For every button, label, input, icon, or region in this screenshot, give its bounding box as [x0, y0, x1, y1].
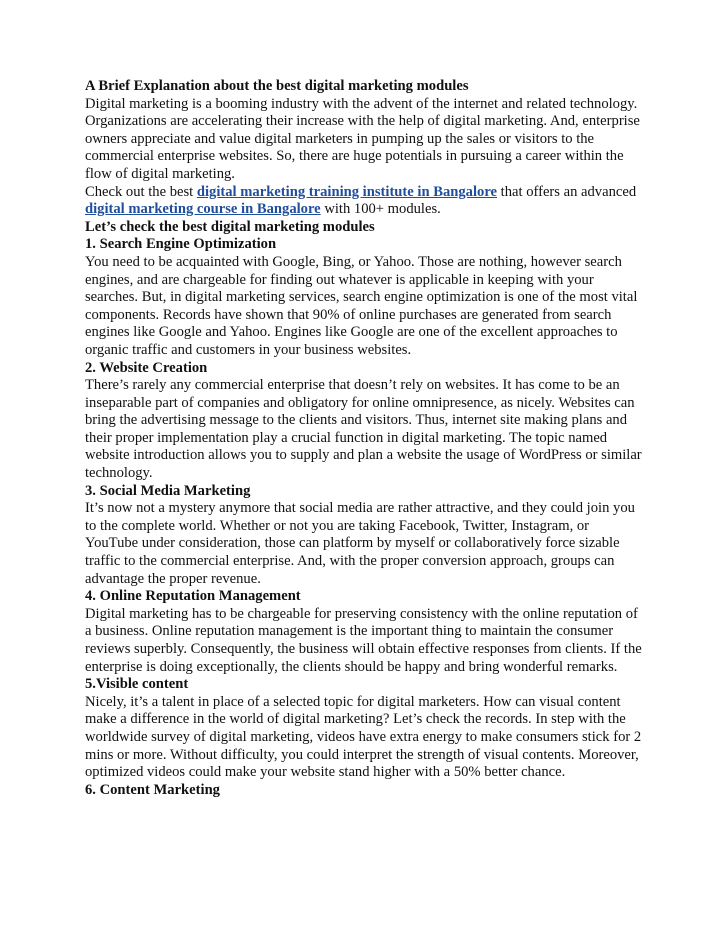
section-heading-content-marketing: 6. Content Marketing [85, 781, 220, 798]
section-heading-social-media: 3. Social Media Marketing [85, 482, 251, 499]
modules-heading: Let’s check the best digital marketing modules [85, 218, 375, 235]
section-body-website-creation: There’s rarely any commercial enterprise that doesn’t rely on websites. It has come to be an inseparable part of companies and obligatory for online omnipresence, as nicely. Websites can bring the advertising message to the clients and visitors. Thus, internet site making plans and their proper implementation play a crucial function in digital marketing. The topic named website introduction allows you to supply and plan a website the usage of WordPress or similar technology. [85, 377, 642, 482]
section-body-visible-content: Nicely, it’s a talent in place of a selected topic for digital marketers. How can visual content make a difference in the world of digital marketing? Let’s check the records. In step with the worldwide survey of digital marketing, videos have extra energy to make consumers stick for 2 mins or more. Without difficulty, you could interpret the strength of visual contents. Moreover, optimized videos could make your website stand higher with a 50% better chance. [85, 693, 642, 781]
section-body-reputation: Digital marketing has to be chargeable for preserving consistency with the online reputation of a business. Online reputation management is the important thing to maintain the consumer reviews superbly. Consequently, the business will obtain effective responses from clients. If the enterprise is doing exceptionally, the clients should be happy and bring wonderful remarks. [85, 605, 642, 675]
section-body-social-media: It’s now not a mystery anymore that social media are rather attractive, and they could join you to the complete world. Whether or not you are taking Facebook, Twitter, Instagram, or YouTube under consideration, those can platform by myself or collaboratively force sizable traffic to the commercial enterprise. And, with the proper conversion approach, groups can advantage the proper revenue. [85, 500, 635, 587]
section-heading-reputation: 4. Online Reputation Management [85, 588, 301, 605]
section-heading-website-creation: 2. Website Creation [85, 359, 208, 376]
course-link[interactable]: digital marketing course in Bangalore [85, 201, 321, 218]
section-heading-visible-content: 5.Visible content [85, 676, 189, 693]
check-out-paragraph [85, 184, 643, 219]
intro-paragraph: Digital marketing is a booming industry with the advent of the internet and related technology. Organizations are accelerating their increase with the help of digital marketing. And, enterprise owners appreciate and value digital marketers in pumping up the sales or visitors to the commercial enterprise websites. So, there are huge potentials in pursuing a career within the flow of digital marketing. [85, 95, 640, 182]
section-body-seo: You need to be acquainted with Google, Bing, or Yahoo. Those are nothing, however search engines, and are chargeable for finding out whatever is applicable in keeping with your searches. But, in digital marketing services, search engine optimization is one of the most vital components. Records have shown that 90% of online purchases are generated from search engines like Google and Yahoo. Engines like Google are one of the excellent approaches to organic traffic and customers in your business websites. [85, 253, 638, 358]
section-heading-seo: 1. Search Engine Optimization [85, 236, 277, 253]
document-page [85, 78, 643, 799]
check-out-prefix: Check out the best [85, 183, 197, 200]
document-title: A Brief Explanation about the best digital marketing modules [85, 78, 469, 94]
training-institute-link[interactable]: digital marketing training institute in Bangalore [196, 183, 498, 200]
check-out-middle: that offers an advanced [497, 183, 637, 200]
check-out-suffix: with 100+ modules. [320, 201, 441, 218]
